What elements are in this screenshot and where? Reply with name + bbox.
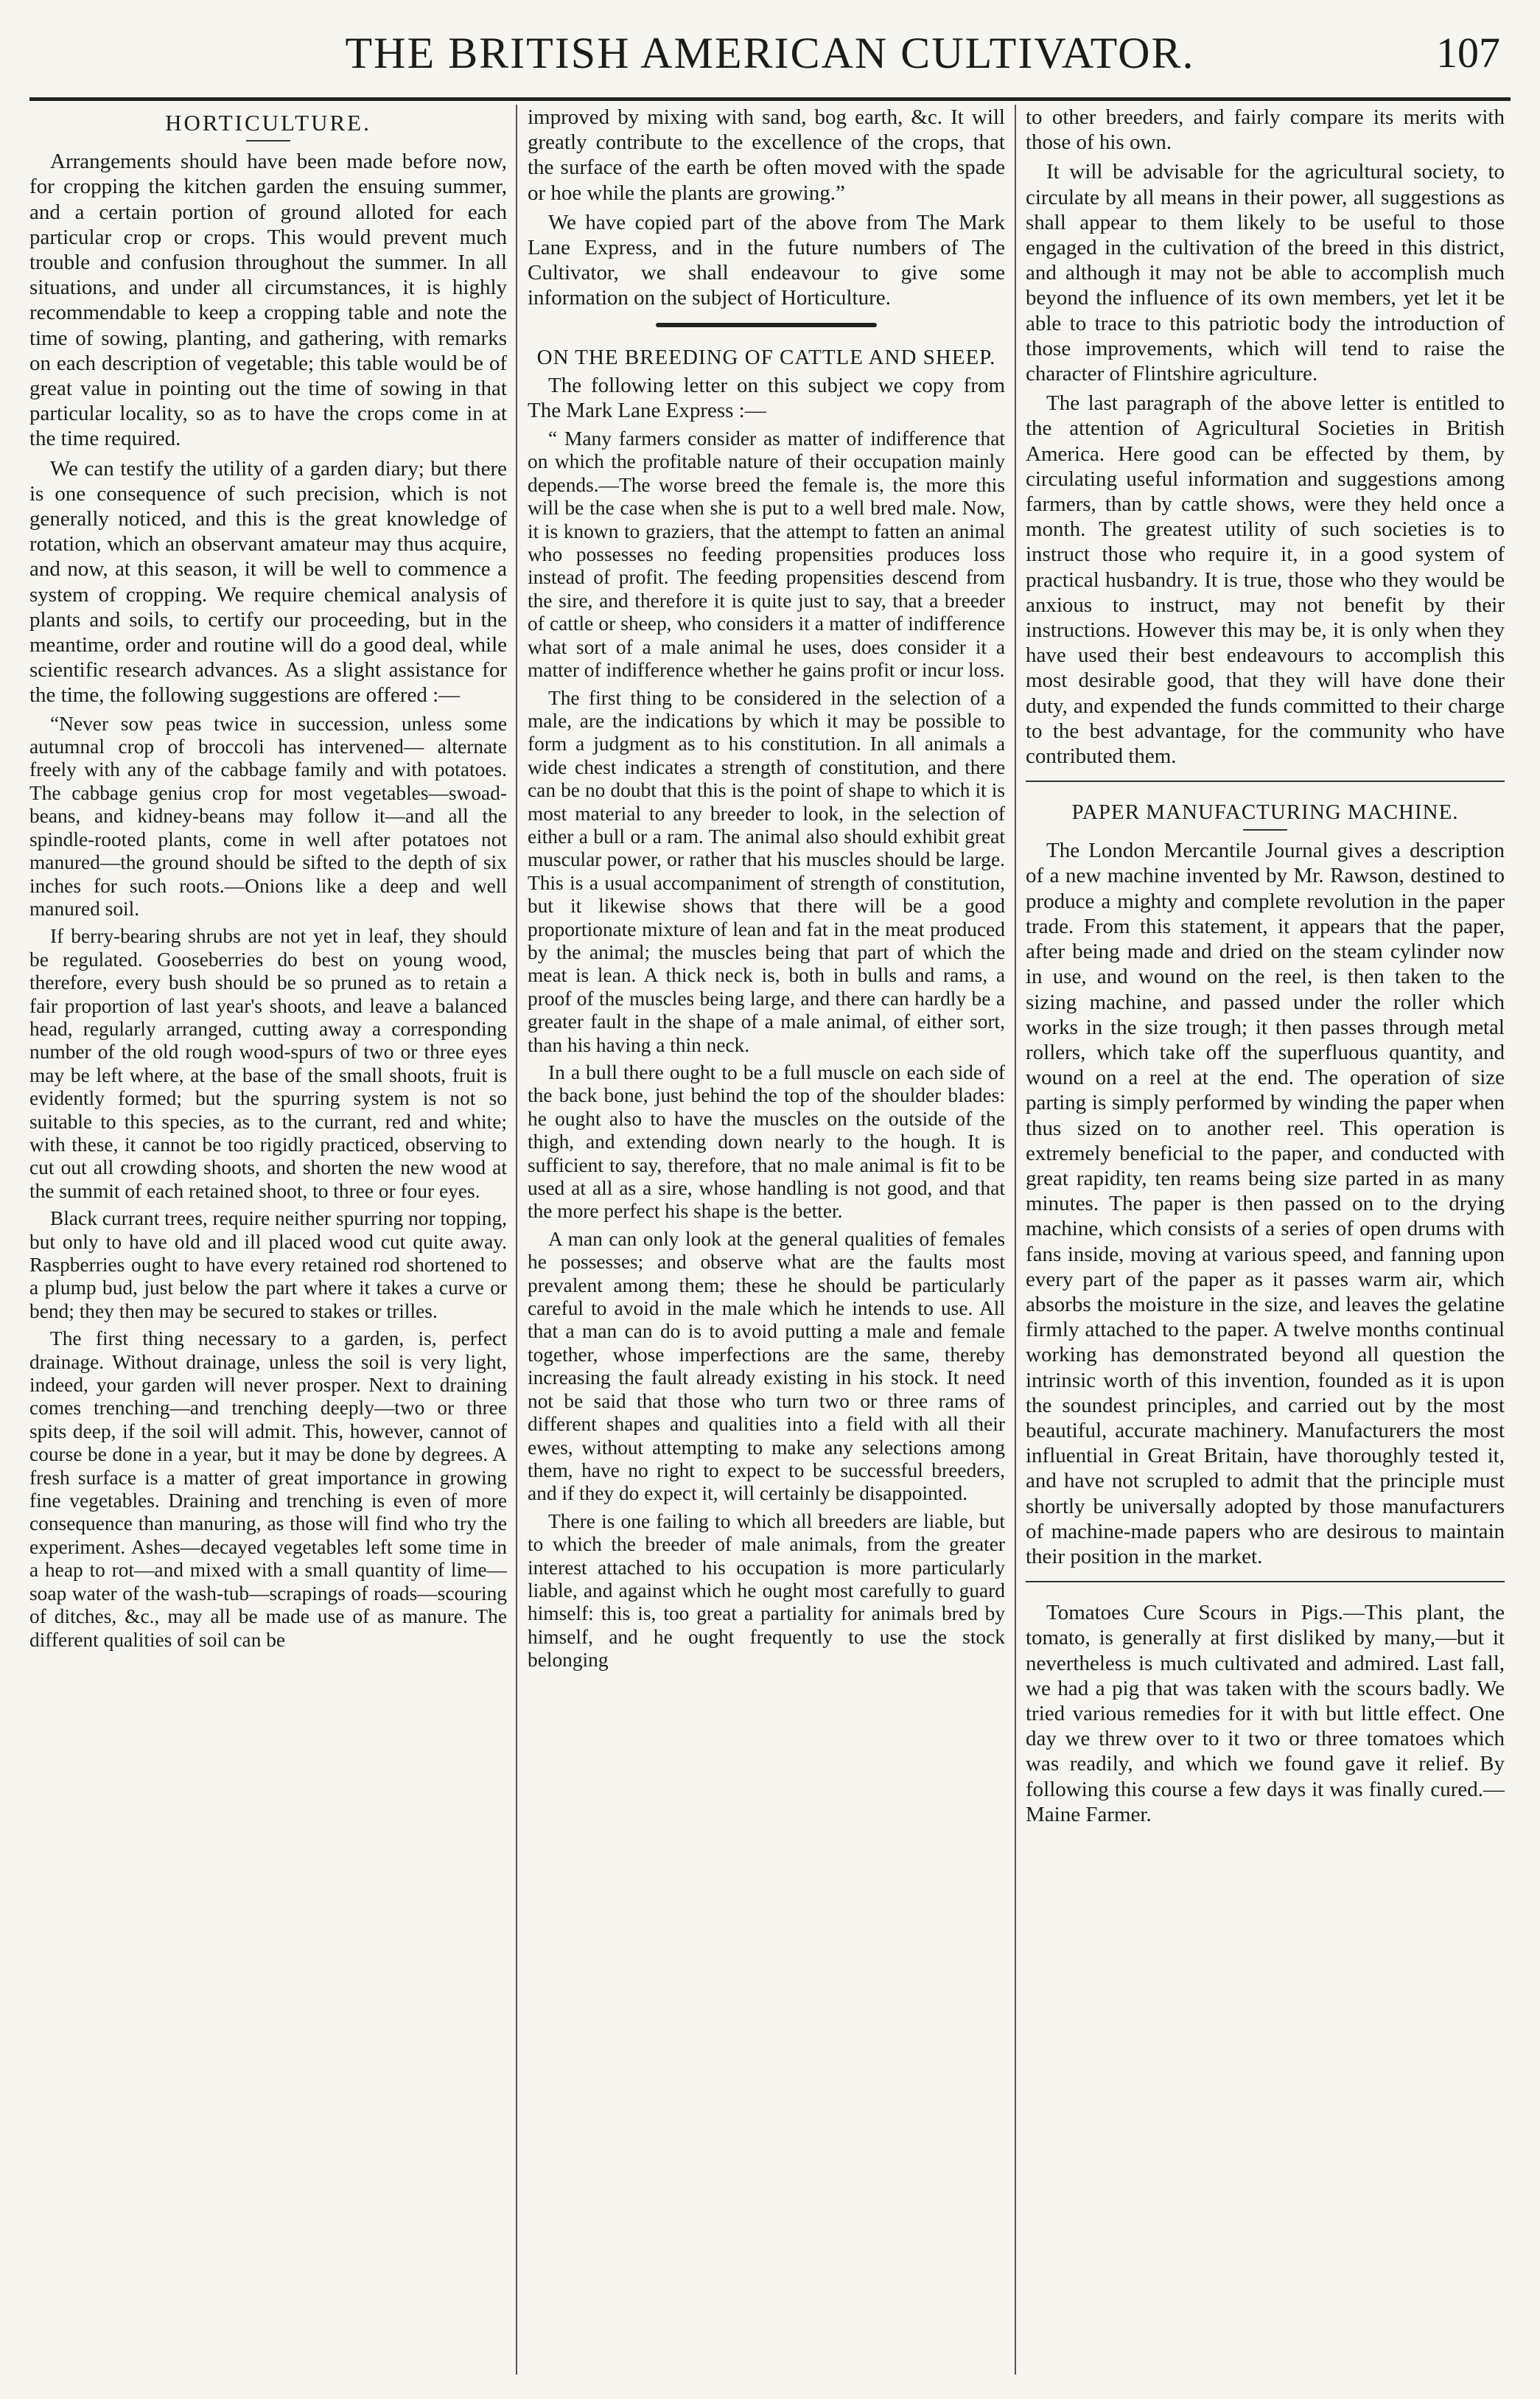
paragraph: “ Many farmers consider as matter of indifference that on which the profitable nature of their occupation mainly depends.—The worse breed the female is, the more this will be the case when she is put to a well bred male. Now, it is known to graziers, that the attempt to fatten an animal who possesses no feeding propensities produces loss instead of profit. The feeding propensities descend from the sire, and therefore it is quite just to say, that a breeder of cattle or sheep, who considers it a matter of indifference what sort of a male animal he uses, does consider it a matter of indifference whether he gains profit or incur loss. xyxy=(528,427,1005,682)
paragraph: There is one failing to which all breeders are liable, but to which the breeder of male animals, from the greater interest attached to his occupation is more particularly liable, and against which he ought most carefully to guard himself: this is, too great a partiality for animals bred by himself, and he ought frequently to use the stock belonging xyxy=(528,1509,1005,1672)
article-heading-paper-machine: PAPER MANUFACTURING MACHINE. xyxy=(1071,800,1459,825)
newspaper-title: THE BRITISH AMERICAN CULTIVATOR. xyxy=(345,29,1195,77)
page-number: 107 xyxy=(1436,29,1500,77)
paragraph: We can testify the utility of a garden diary; but there is one consequence of such precision, which is not generally noticed, and this is the great knowledge of rotation, which an observant amateur may thus acquire, and now, at this season, it will be well to commence a system of cropping. We require chemical analysis of plants and soils, to certify our proceeding, but in the meantime, order and routine will do a good deal, while scientific research advances. As a slight assistance for the time, the following suggestions are offered :— xyxy=(29,456,507,708)
article-heading-horticulture: HORTICULTURE. xyxy=(165,110,371,136)
column-3 xyxy=(1026,105,1505,2375)
paragraph: Black currant trees, require neither spurring nor topping, but only to have old and ill placed wood cut quite away. Raspberries ought to have every retained rod shortened to a plump bud, just below the part where it takes a curve or bend; they then may be secured to stakes or trilles. xyxy=(29,1207,507,1322)
heading-rule xyxy=(246,140,290,142)
column-divider xyxy=(516,105,517,2375)
column-1 xyxy=(29,105,507,2375)
paragraph: The following letter on this subject we copy from The Mark Lane Express :— xyxy=(528,373,1005,422)
paragraph: In a bull there ought to be a full muscle on each side of the back bone, just behind the top of the shoulder blades: he ought also to have the muscles on the outside of the thigh, and extending down nearly to the hough. It is sufficient to say, therefore, that no male animal is fit to be used at all as a sire, whose handling is not good, and that the more perfect his shape is the better. xyxy=(528,1061,1005,1223)
article-heading-breeding: ON THE BREEDING OF CATTLE AND SHEEP. xyxy=(536,345,996,369)
paragraph: “Never sow peas twice in succession, unless some autumnal crop of broccoli has intervened— alternate freely with any of the cabbage family and with potatoes. The cabbage genius crop for most vegetables—swoad-beans, and kidney-beans may follow it—and all the spindle-rooted plants, come in well after potatoes not manured—the ground should be sifted to the depth of six inches for such roots.—Onions like a deep and well manured soil. xyxy=(29,712,507,920)
paragraph: Tomatoes Cure Scours in Pigs.—This plant, the tomato, is generally at first disliked by many,—but it nevertheless is much cultivated and admired. Last fall, we had a pig that was taken with the scours badly. We tried various remedies for it with but little effect. One day we threw over to it two or three tomatoes which was readily, and which we found gave it relief. By following this course a few days it was finally cured.—Maine Farmer. xyxy=(1026,1601,1505,1826)
paragraph: The first thing to be considered in the selection of a male, are the indications by which it may be possible to form a judgment as to his constitution. In all animals a wide chest indicates a strength of constitution, and there can be no doubt that this is the point of shape to which it is most material to any breeder to look, in the selection of either a bull or a ram. The animal also should exhibit great muscular power, or rather that his muscles should be large. This is a usual accompaniment of strength of constitution, but it likewise shows that there will be a good proportionate mixture of lean and fat in the meat produced by the animal; the muscles being that part of which the meat is lean. A thick neck is, both in bulls and rams, a proof of the muscles being large, and there can hardly be a greater fault in the shape of a male animal, of either sort, than his having a thin neck. xyxy=(528,686,1005,1056)
paragraph: It will be advisable for the agricultural society, to circulate by all means in their power, all suggestions as shall appear to them likely to be useful to those engaged in the cultivation of the breed in this district, and although it may not be able to accomplish much beyond the influence of its own members, yet let it be able to trace to this patriotic body the introduction of those improvements, which will tend to raise the character of Flintshire agriculture. xyxy=(1026,160,1505,386)
paragraph: to other breeders, and fairly compare its merits with those of his own. xyxy=(1026,105,1505,155)
paragraph: We have copied part of the above from The Mark Lane Express, and in the future numbers of The Cultivator, we shall endeavour to give some information on the subject of Horticulture. xyxy=(528,210,1005,310)
masthead xyxy=(29,16,1511,101)
section-rule xyxy=(1026,1581,1505,1582)
paragraph: Arrangements should have been made before now, for cropping the kitchen garden the ensuing summer, and a certain portion of ground alloted for each particular crop or crops. This would prevent much trouble and confusion throughout the summer. In all situations, and under all circumstances, it is highly recommendable to keep a cropping table and note the time of sowing, planting, and gathering, with remarks on each description of vegetable; this table would be of great value in pointing out the time of sowing in that particular locality, so as to have the crops come in at the time required. xyxy=(29,150,507,451)
paragraph: The London Mercantile Journal gives a description of a new machine invented by Mr. Rawson, destined to produce a mighty and complete revolution in the paper trade. From this statement, it appears that the paper, after being made and dried on the steam cylinder now in use, and wound on the reel, is then taken to the sizing machine, and passed under the roller which works in the size trough; it then passes through metal rollers, which take off the superfluous quantity, and wound on a reel at the end. The operation of size parting is simply performed by winding the paper when thus sized on to another reel. This operation is extremely beneficial to the paper, and conducted with great rapidity, ten reams being size parted in as many minutes. The paper is then passed on to the drying machine, which consists of a series of open drums with fans inside, moving at various speed, and fanning upon every part of the paper as it passes warm air, which absorbs the moisture in the size, and leaves the gelatine firmly attached to the paper. A twelve months continual working has demonstrated beyond all question the intrinsic worth of this invention, founded as it is upon the soundest principles, and carried out by the most beautiful, accurate machinery. Manufacturers the most influential in Great Britain, have thoroughly tested it, and have not scrupled to admit that the principle must shortly be universally adopted by those manufacturers of machine-made papers who are desirous to maintain their position in the market. xyxy=(1026,839,1505,1568)
paragraph: The first thing necessary to a garden, is, perfect drainage. Without drainage, unless the soil is very light, indeed, your garden will never prosper. Next to draining comes trenching—and trenching deeply—two or three spits deep, if the soil will admit. This, however, cannot of course be done in a year, but it may be done by degrees. A fresh surface is a matter of great importance in growing fine vegetables. Draining and trenching is even of more consequence than manuring, as those will find who try the experiment. Ashes—decayed vegetables left some time in a heap to rot—and mixed with a small quantity of lime—soap water of the wash-tub—scrapings of roads—scouring of ditches, &c., may all be made use of as manure. The different qualities of soil can be xyxy=(29,1327,507,1651)
section-rule xyxy=(1026,781,1505,782)
paragraph: A man can only look at the general qualities of females he possesses; and observe what are the faults most prevalent among them; these he should be particularly careful to avoid in the male which he intends to use. All that a man can do is to avoid putting a male and female together, whose imperfections are the same, thereby increasing the fault already existing in his stock. It need not be said that those who turn two or three rams of different shapes and qualities into a field with all their ewes, without attempting to make any selections among them, have no right to expect to be successful breeders, and if they do expect it, will certainly be disappointed. xyxy=(528,1227,1005,1505)
paragraph: improved by mixing with sand, bog earth, &c. It will greatly contribute to the excellence of the crops, that the surface of the earth be often moved with the spade or hoe while the plants are growing.” xyxy=(528,105,1005,205)
column-2 xyxy=(528,105,1005,2375)
section-rule xyxy=(656,323,877,327)
paragraph: The last paragraph of the above letter is entitled to the attention of Agricultural Societies in British America. Here good can be effected by them, by circulating useful information and suggestions among farmers, than by cattle shows, were they held once a month. The greatest utility of such societies is to instruct those who require it, in a good system of practical husbandry. It is true, those who they would be anxious to instruct, may not benefit by their instructions. However this may be, it is only when they have used their best endeavours to accomplish this most desirable good, that they will have done their duty, and expended the funds committed to their charge to the best advantage, for the community who have contributed them. xyxy=(1026,391,1505,769)
column-divider xyxy=(1015,105,1016,2375)
heading-rule xyxy=(1243,829,1287,831)
paragraph: If berry-bearing shrubs are not yet in leaf, they should be regulated. Gooseberries do best on young wood, therefore, every bush should be so pruned as to retain a fair proportion of last year's shoots, and leave a balanced head, regularly arranged, cutting away a corresponding number of the old rough wood-spurs of two or three eyes may be left where, at the base of the small shoots, fruit is evidently formed; but the spurring system is not so suitable to this species, as to the currant, red and white; with these, it cannot be too rigidly practiced, observing to cut out all crowding shoots, and shorten the new wood at the summit of each retained shoot, to three or four eyes. xyxy=(29,925,507,1202)
